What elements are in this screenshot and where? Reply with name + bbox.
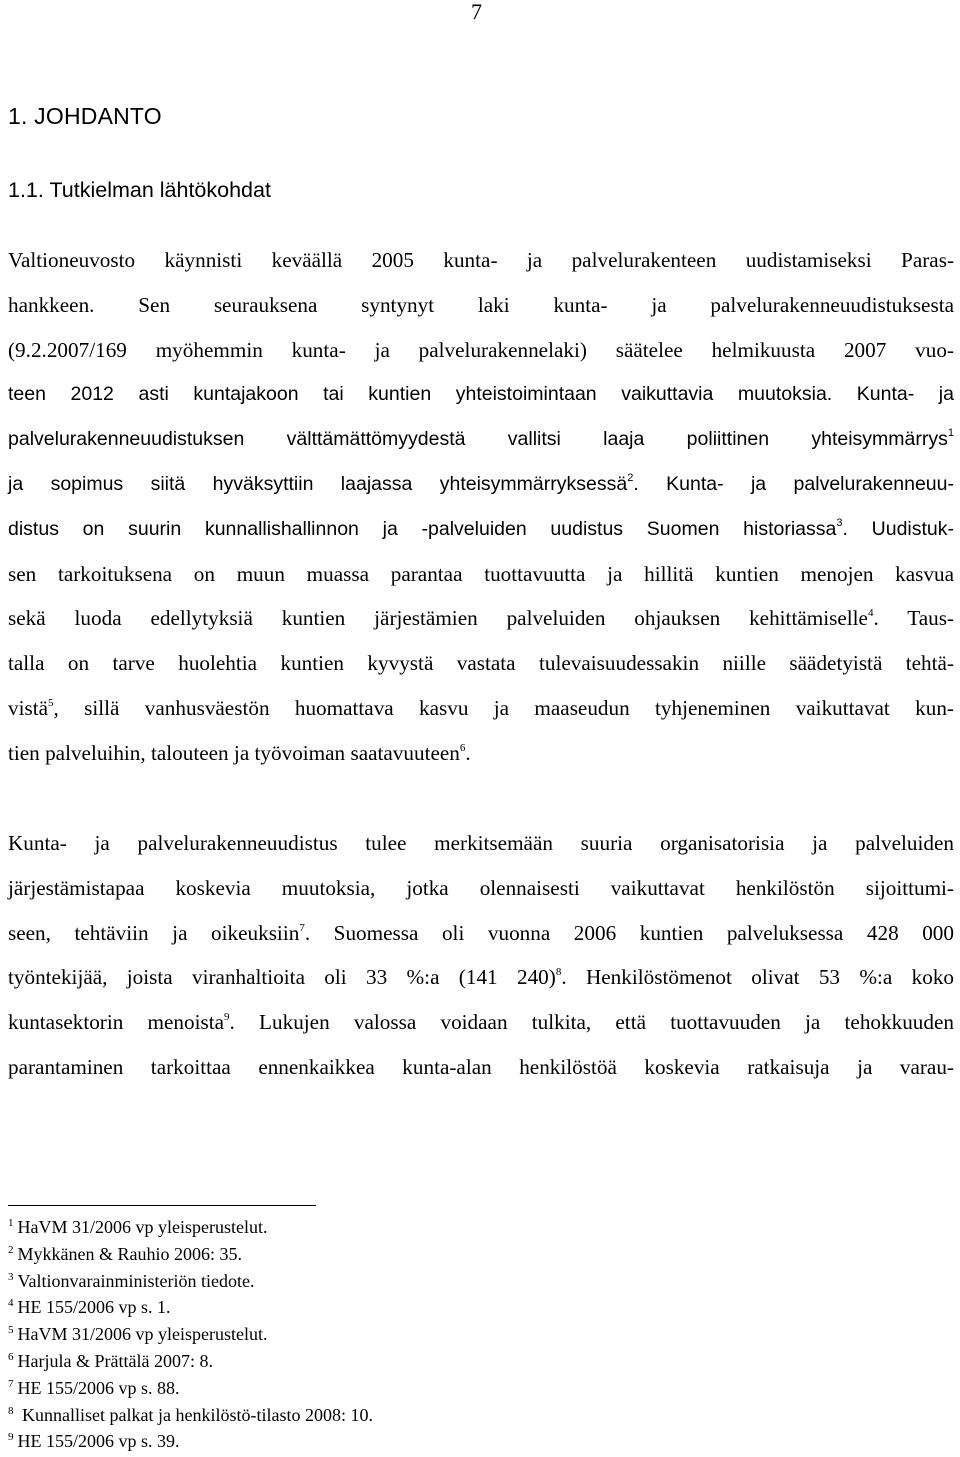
footnote-text: HE 155/2006 vp s. 1. (17, 1297, 171, 1318)
footnote (8, 1296, 373, 1323)
line-text: ja sopimus siitä hyväksyttiin laajassa yhteisymmärryksessä (8, 472, 628, 495)
footnote-text: HaVM 31/2006 vp yleisperustelut. (17, 1324, 268, 1345)
footnote-ref: 7 (299, 921, 305, 934)
footnote (8, 1270, 373, 1297)
line-text: tien palveluihin, talouteen ja työvoiman saatavuuteen (8, 740, 460, 765)
line-text: . Suomessa oli vuonna 2006 kuntien palveluksessa 428 000 (304, 920, 954, 945)
line-text: sekä luoda edellytyksiä kuntien järjestämien palveluiden ohjauksen kehittämiselle (8, 606, 868, 631)
paragraph-line (8, 507, 954, 552)
chapter-heading: 1. JOHDANTO (8, 103, 162, 129)
paragraph-line: hankkeen. Sen seurauksena syntynyt laki kunta- ja palvelurakenneuudistuksesta (8, 292, 954, 317)
paragraph-line (8, 911, 954, 956)
footnote-separator (8, 1205, 316, 1206)
footnote (8, 1350, 373, 1377)
footnote-number: 2 (8, 1243, 14, 1256)
footnote-text: HaVM 31/2006 vp yleisperustelut. (17, 1217, 268, 1237)
footnote (8, 1404, 373, 1431)
footnote-number: 1 (8, 1217, 14, 1229)
footnote-ref: 6 (459, 741, 466, 754)
footnote-ref: 9 (224, 1011, 230, 1024)
paragraph-line: järjestämistapaa koskevia muutoksia, jotka olennaisesti vaikuttavat henkilöstön sijoittumi- (8, 875, 954, 900)
footnote-list (8, 1216, 373, 1457)
paragraph-line: Kunta- ja palvelurakenneuudistus tulee merkitsemään suuria organisatorisia ja palveluiden (8, 831, 954, 855)
footnote-number: 8 (8, 1404, 14, 1417)
footnote-number: 4 (8, 1297, 14, 1310)
paragraph-line: (9.2.2007/169 myöhemmin kunta- ja palvelurakennelaki) säätelee helmikuusta 2007 vuo- (8, 337, 954, 362)
line-text: kuntasektorin menoista (8, 1010, 225, 1035)
footnote-number: 6 (8, 1350, 14, 1363)
paragraph-line (8, 686, 954, 731)
paragraph-line: sen tarkoituksena on muun muassa parantaa tuottavuutta ja hillitä kuntien menojen kasvua (8, 561, 954, 586)
line-text: distus on suurin kunnallishallinnon ja -palveluiden uudistus Suomen historiassa (8, 517, 837, 540)
footnote-number: 7 (8, 1377, 14, 1390)
footnote-text: Harjula & Prättälä 2007: 8. (17, 1350, 213, 1371)
footnote-ref: 4 (867, 607, 874, 620)
paragraph-line (8, 955, 954, 1000)
section-heading: 1.1. Tutkielman lähtökohdat (8, 178, 271, 202)
line-text: vistä (8, 695, 49, 720)
line-text: . Kunta- ja palvelurakenneuu- (633, 472, 954, 495)
paragraph-line: parantaminen tarkoittaa ennenkaikkea kunta-alan henkilöstöä koskevia ratkaisuja ja varau- (8, 1054, 954, 1079)
footnote-text: Valtionvarainministeriön tiedote. (17, 1270, 255, 1291)
footnote (8, 1243, 373, 1270)
paragraph-1 (8, 238, 954, 776)
footnote (8, 1216, 373, 1243)
line-text: työntekijää, joista viranhaltioita oli 33 %:a (141 240) (8, 965, 556, 990)
line-text: . (465, 740, 471, 765)
paragraph-line: Valtioneuvosto käynnisti keväällä 2005 kunta- ja palvelurakenteen uudistamiseksi Paras- (8, 248, 954, 272)
paragraph-line (8, 596, 954, 641)
paragraph-line (8, 731, 954, 776)
footnote (8, 1377, 373, 1404)
paragraph-line: teen 2012 asti kuntajakoon tai kuntien yhteistoimintaan vaikuttavia muutoksia. Kunta- ja (8, 383, 954, 406)
line-text: . Henkilöstömenot olivat 53 %:a koko (561, 965, 955, 990)
line-text: , sillä vanhusväestön huomattava kasvu ja maaseudun tyhjeneminen vaikuttavat kun- (53, 695, 954, 720)
line-text: . Taus- (873, 606, 954, 631)
footnote-ref: 1 (947, 427, 954, 440)
line-text: seen, tehtäviin ja oikeuksiin (8, 920, 300, 945)
footnote-text: HE 155/2006 vp s. 39. (17, 1431, 180, 1452)
line-text: . Lukujen valossa voidaan tulkita, että tuottavuuden ja tehokkuuden (229, 1010, 954, 1035)
footnote-number: 5 (8, 1324, 14, 1337)
footnote-text: HE 155/2006 vp s. 88. (17, 1377, 180, 1398)
paragraph-line: talla on tarve huolehtia kuntien kyvystä vastata tulevaisuudessakin niille säädetyistä tehtä- (8, 651, 954, 676)
footnote-ref: 2 (627, 471, 634, 484)
paragraph-line (8, 462, 954, 507)
footnote-text: Mykkänen & Rauhio 2006: 35. (17, 1243, 242, 1264)
paragraph-line (8, 1000, 954, 1045)
footnote-number: 9 (8, 1431, 14, 1444)
footnote-ref: 5 (48, 696, 54, 709)
paragraph-2 (8, 821, 954, 1090)
paragraph-line (8, 417, 954, 462)
footnote-text: Kunnalliset palkat ja henkilöstö-tilasto 2008: 10. (17, 1404, 373, 1425)
footnote (8, 1323, 373, 1350)
footnote-number: 3 (8, 1270, 14, 1283)
footnote-ref: 3 (836, 516, 843, 529)
line-text: palvelurakenneuudistuksen välttämättömyydestä vallitsi laaja poliittinen yhteisymmärrys (8, 428, 948, 451)
footnote-ref: 8 (555, 966, 562, 979)
line-text: . Uudistuk- (842, 517, 954, 540)
page-number: 7 (471, 0, 482, 24)
